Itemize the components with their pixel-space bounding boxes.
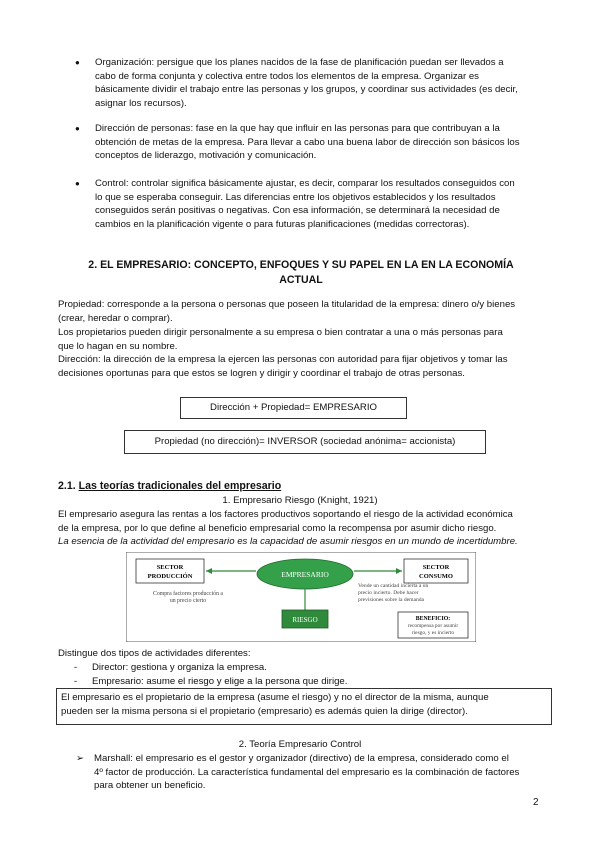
bullet-line: Dirección de personas: fase en la que hay que influir en las personas para que contribuyan a la: [95, 123, 500, 134]
marshall-item: [76, 752, 544, 793]
bullet-line: asignar los recursos).: [95, 97, 187, 109]
text-line: Propiedad: corresponde a la persona o personas que poseen la titularidad de la empresa: dinero o/y bienes: [58, 299, 516, 310]
sector-consumo-line2: CONSUMO: [419, 573, 453, 580]
section-21-heading: [58, 480, 281, 494]
formula-inversor-box: [124, 430, 486, 454]
text-line: Los propietarios pueden dirigir personalmente a su empresa o bien contratar a una o más personas para: [58, 327, 503, 338]
bullet-line: Organización: persigue que los planes nacidos de la fase de planificación puedan ser llevados a: [95, 57, 504, 68]
propietarios-paragraph: [58, 326, 544, 353]
formula-empresario-box: [180, 397, 407, 419]
text-line: que lo hagan en su nombre.: [58, 340, 178, 352]
riesgo-label: RIESGO: [292, 616, 318, 624]
heading-line: ACTUAL: [279, 274, 323, 286]
empresario-label: EMPRESARIO: [281, 570, 329, 579]
teoria-1-paragraph: [58, 508, 544, 549]
compra-text-1: Compra factores producción a: [152, 591, 224, 597]
bullet-control: [75, 177, 543, 231]
note-line: pueden ser la misma persona si el propietario (empresario) es además quien la dirige (director).: [61, 705, 468, 717]
bullet-organizacion: [75, 56, 543, 110]
note-box: [56, 688, 552, 725]
marshall-line: 4º factor de producción. La característica fundamental del empresario es la combinación de factores: [94, 766, 520, 778]
page-number: 2: [533, 797, 539, 808]
propiedad-paragraph: [58, 298, 544, 325]
bullet-icon: ●: [75, 124, 80, 133]
actividad-text: Director: gestiona y organiza la empresa.: [92, 662, 267, 673]
bullet-line: cambios en la planificación vigente o para futuras planificaciones (medidas correctoras).: [95, 218, 470, 230]
text-line: de la empresa, por lo que define al beneficio empresarial como la recompensa por asumir dicho riesgo.: [58, 522, 497, 534]
text-line: El empresario asegura las rentas a los factores productivos soportando el riesgo de la actividad económica: [58, 509, 513, 520]
bullet-line: básicamente dividir el trabajo entre las personas y los grupos, y coordinar sus actividades (es decir,: [95, 84, 518, 96]
teoria-2-title: 2. Teoría Empresario Control: [238, 739, 362, 750]
marshall-line: Marshall: el empresario es el gestor y organizador (directivo) de la empresa, considerado como el: [94, 753, 509, 764]
bullet-icon: ●: [75, 179, 80, 188]
arrow-bullet-icon: ➢: [76, 753, 85, 764]
formula-inversor: Propiedad (no dirección)= INVERSOR (sociedad anónima= accionista): [154, 436, 456, 447]
beneficio-text-1: recompensa por asumir: [407, 623, 459, 629]
vende-text-1: Vende un cantidad incierta a un: [358, 583, 429, 589]
bullet-line: cabo de forma conjunta y colectiva entre todos los elementos de la empresa. Organizar es: [95, 70, 479, 82]
sector-produccion-line1: SECTOR: [156, 564, 184, 571]
section-title: Las teorías tradicionales del empresario: [78, 480, 282, 492]
vende-text-3: previsiones sobre la demanda: [358, 597, 425, 603]
text-line: decisiones oportunas para que estos se logren y dirigir y coordinar el trabajo de otras personas.: [58, 367, 465, 379]
direccion-paragraph: [58, 353, 544, 380]
sector-consumo-line1: SECTOR: [422, 564, 450, 571]
vende-text-2: precio incierto. Debe hacer: [358, 590, 419, 596]
section-2-heading: [58, 258, 544, 288]
bullet-line: obtención de metas de la empresa. Para llevar a cabo una buena labor de dirección son básicos los: [95, 136, 520, 148]
section-number: 2.1.: [58, 480, 76, 492]
bullet-line: conceptos de liderazgo, motivación y comunicación.: [95, 150, 317, 162]
bullet-line: lo que se esperaba conseguir. Las diferencias entre los objetivos establecidos y los resultados: [95, 191, 496, 203]
marshall-line: para obtener un beneficio.: [94, 780, 206, 792]
empresario-riesgo-diagram: [126, 552, 476, 642]
formula-empresario: Dirección + Propiedad= EMPRESARIO: [210, 402, 377, 413]
bullet-line: Control: controlar significa básicamente ajustar, es decir, comparar los resultados conseguidos con: [95, 178, 515, 189]
beneficio-text-2: riesgo, y es incierto: [411, 630, 455, 636]
beneficio-title: BENEFICIO:: [415, 616, 451, 622]
bullet-direccion-personas: [75, 122, 543, 163]
bullet-line: conseguidos serán positivas o negativas. Con esa información, se determinará la necesidad de: [95, 205, 500, 217]
note-line: El empresario es el propietario de la empresa (asume el riesgo) y no el director de la misma, aunque: [61, 692, 489, 703]
distingue-text: Distingue dos tipos de actividades diferentes:: [58, 648, 251, 659]
heading-line: 2. EL EMPRESARIO: CONCEPTO, ENFOQUES Y SU PAPEL EN LA EN LA ECONOMÍA: [88, 259, 514, 271]
italic-line: La esencia de la actividad del empresario es la capacidad de asumir riesgos en un mundo de incertidumbre.: [58, 536, 518, 548]
sector-produccion-line2: PRODUCCIÓN: [147, 573, 193, 580]
compra-text-2: un precio cierto: [169, 598, 207, 604]
text-line: Dirección: la dirección de la empresa la ejercen las personas con autoridad para fijar objetivos y tomar las: [58, 354, 508, 365]
teoria-1-title: 1. Empresario Riesgo (Knight, 1921): [222, 495, 378, 506]
text-line: (crear, heredar o comprar).: [58, 312, 173, 324]
bullet-icon: ●: [75, 58, 80, 67]
actividad-text: Empresario: asume el riesgo y elige a la persona que dirige.: [92, 676, 348, 687]
